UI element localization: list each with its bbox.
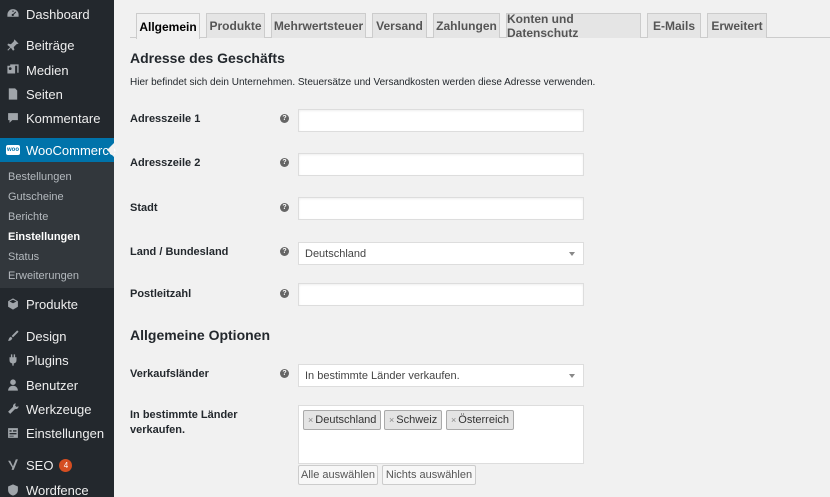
- menu-benutzer[interactable]: [0, 373, 114, 397]
- postcode-input[interactable]: [298, 283, 584, 306]
- plugin-icon: [6, 353, 20, 367]
- media-icon: [6, 63, 20, 77]
- label-line: verkaufen.: [130, 424, 186, 436]
- country-chip: [384, 410, 442, 430]
- selling-locations-select[interactable]: [298, 364, 584, 387]
- menu-einstellungen[interactable]: [0, 421, 114, 445]
- label-country: Land / Bundesland: [130, 246, 229, 258]
- address1-input[interactable]: [298, 109, 584, 132]
- settings-tabs: [130, 0, 830, 38]
- tab-produkte[interactable]: Produkte: [206, 13, 265, 38]
- menu-label: SEO: [26, 457, 54, 473]
- chevron-down-icon: [569, 252, 575, 256]
- menu-label: Design: [26, 328, 67, 344]
- menu-seiten[interactable]: [0, 82, 114, 106]
- submenu-erweiterungen[interactable]: Erweiterungen: [8, 270, 79, 282]
- chip-label: Deutschland: [315, 414, 377, 426]
- country-select-value: Deutschland: [305, 247, 367, 260]
- label-address1: Adresszeile 1: [130, 113, 201, 125]
- wrench-icon: [6, 402, 20, 416]
- submenu-status[interactable]: Status: [8, 251, 40, 263]
- remove-icon[interactable]: ×: [451, 415, 457, 425]
- submenu-gutscheine[interactable]: Gutscheine: [8, 191, 64, 203]
- tab-konten-datenschutz[interactable]: Konten und Datenschutz: [506, 13, 641, 38]
- help-icon[interactable]: ?: [280, 289, 289, 298]
- menu-label: Kommentare: [26, 110, 101, 126]
- menu-medien[interactable]: [0, 58, 114, 82]
- pin-icon: [6, 38, 20, 52]
- menu-seo[interactable]: [0, 453, 114, 477]
- section-title-options: Allgemeine Optionen: [130, 327, 271, 343]
- menu-label: Wordfence: [26, 482, 89, 497]
- chip-label: Schweiz: [396, 414, 438, 426]
- menu-produkte[interactable]: [0, 292, 114, 316]
- dashboard-icon: [6, 7, 20, 21]
- remove-icon[interactable]: ×: [389, 415, 395, 425]
- section-description: Hier befindet sich dein Unternehmen. Steuersätze und Versandkosten werden diese Adresse verwenden.: [130, 77, 596, 88]
- help-icon[interactable]: ?: [280, 247, 289, 256]
- shield-icon: [6, 483, 20, 497]
- menu-werkzeuge[interactable]: [0, 397, 114, 421]
- section-title-address: Adresse des Geschäfts: [130, 50, 285, 66]
- seo-notification-badge: 4: [59, 459, 72, 472]
- label-postcode: Postleitzahl: [130, 288, 192, 300]
- brush-icon: [6, 329, 20, 343]
- menu-label: Benutzer: [26, 377, 79, 393]
- specific-countries-multiselect[interactable]: [298, 405, 584, 464]
- submenu-berichte[interactable]: Berichte: [8, 211, 49, 223]
- tab-zahlungen[interactable]: Zahlungen: [433, 13, 500, 38]
- tab-allgemein[interactable]: Allgemein: [136, 13, 200, 39]
- tab-mehrwertsteuer[interactable]: Mehrwertsteuer: [271, 13, 366, 38]
- menu-label: Produkte: [26, 296, 79, 312]
- menu-label: Einstellungen: [26, 425, 105, 441]
- menu-woocommerce[interactable]: [0, 138, 117, 162]
- menu-label: Dashboard: [26, 6, 90, 22]
- menu-label: Werkzeuge: [26, 401, 92, 417]
- menu-design[interactable]: [0, 324, 114, 348]
- country-chip: [446, 410, 514, 430]
- label-selling-locations: Verkaufsländer: [130, 368, 209, 380]
- menu-plugins[interactable]: [0, 348, 114, 372]
- chip-label: Österreich: [458, 414, 510, 426]
- city-input[interactable]: [298, 197, 584, 220]
- menu-dashboard[interactable]: [0, 2, 114, 26]
- comment-icon: [6, 111, 20, 125]
- tab-versand[interactable]: Versand: [372, 13, 427, 38]
- country-chip: [303, 410, 381, 430]
- tab-emails[interactable]: E-Mails: [647, 13, 701, 38]
- menu-wordfence[interactable]: [0, 478, 114, 497]
- help-icon[interactable]: ?: [280, 158, 289, 167]
- yoast-icon: [6, 458, 20, 472]
- user-icon: [6, 378, 20, 392]
- label-city: Stadt: [130, 202, 158, 214]
- menu-label: Seiten: [26, 86, 63, 102]
- address2-input[interactable]: [298, 153, 584, 176]
- box-icon: [6, 297, 20, 311]
- chevron-down-icon: [569, 374, 575, 378]
- submenu-bestellungen[interactable]: Bestellungen: [8, 171, 72, 183]
- settings-icon: [6, 426, 20, 440]
- menu-label: Plugins: [26, 352, 69, 368]
- help-icon[interactable]: ?: [280, 114, 289, 123]
- remove-icon[interactable]: ×: [308, 415, 314, 425]
- menu-beitraege[interactable]: [0, 33, 114, 57]
- woocommerce-submenu: [0, 162, 114, 288]
- pages-icon: [6, 87, 20, 101]
- menu-kommentare[interactable]: [0, 106, 114, 130]
- tab-erweitert[interactable]: Erweitert: [707, 13, 767, 38]
- menu-label: Beiträge: [26, 37, 75, 53]
- selling-locations-value: In bestimmte Länder verkaufen.: [305, 369, 460, 382]
- label-address2: Adresszeile 2: [130, 157, 201, 169]
- menu-label: WooCommerce: [26, 142, 117, 158]
- label-specific-countries: [130, 408, 238, 438]
- help-icon[interactable]: ?: [280, 203, 289, 212]
- admin-sidebar: [0, 0, 117, 497]
- select-none-button[interactable]: Nichts auswählen: [382, 465, 476, 485]
- submenu-einstellungen[interactable]: Einstellungen: [8, 231, 81, 243]
- woocommerce-icon: woo: [7, 147, 19, 153]
- label-line: In bestimmte Länder: [130, 409, 238, 421]
- country-select[interactable]: [298, 242, 584, 265]
- help-icon[interactable]: ?: [280, 369, 289, 378]
- menu-label: Medien: [26, 62, 69, 78]
- select-all-button[interactable]: Alle auswählen: [298, 465, 378, 485]
